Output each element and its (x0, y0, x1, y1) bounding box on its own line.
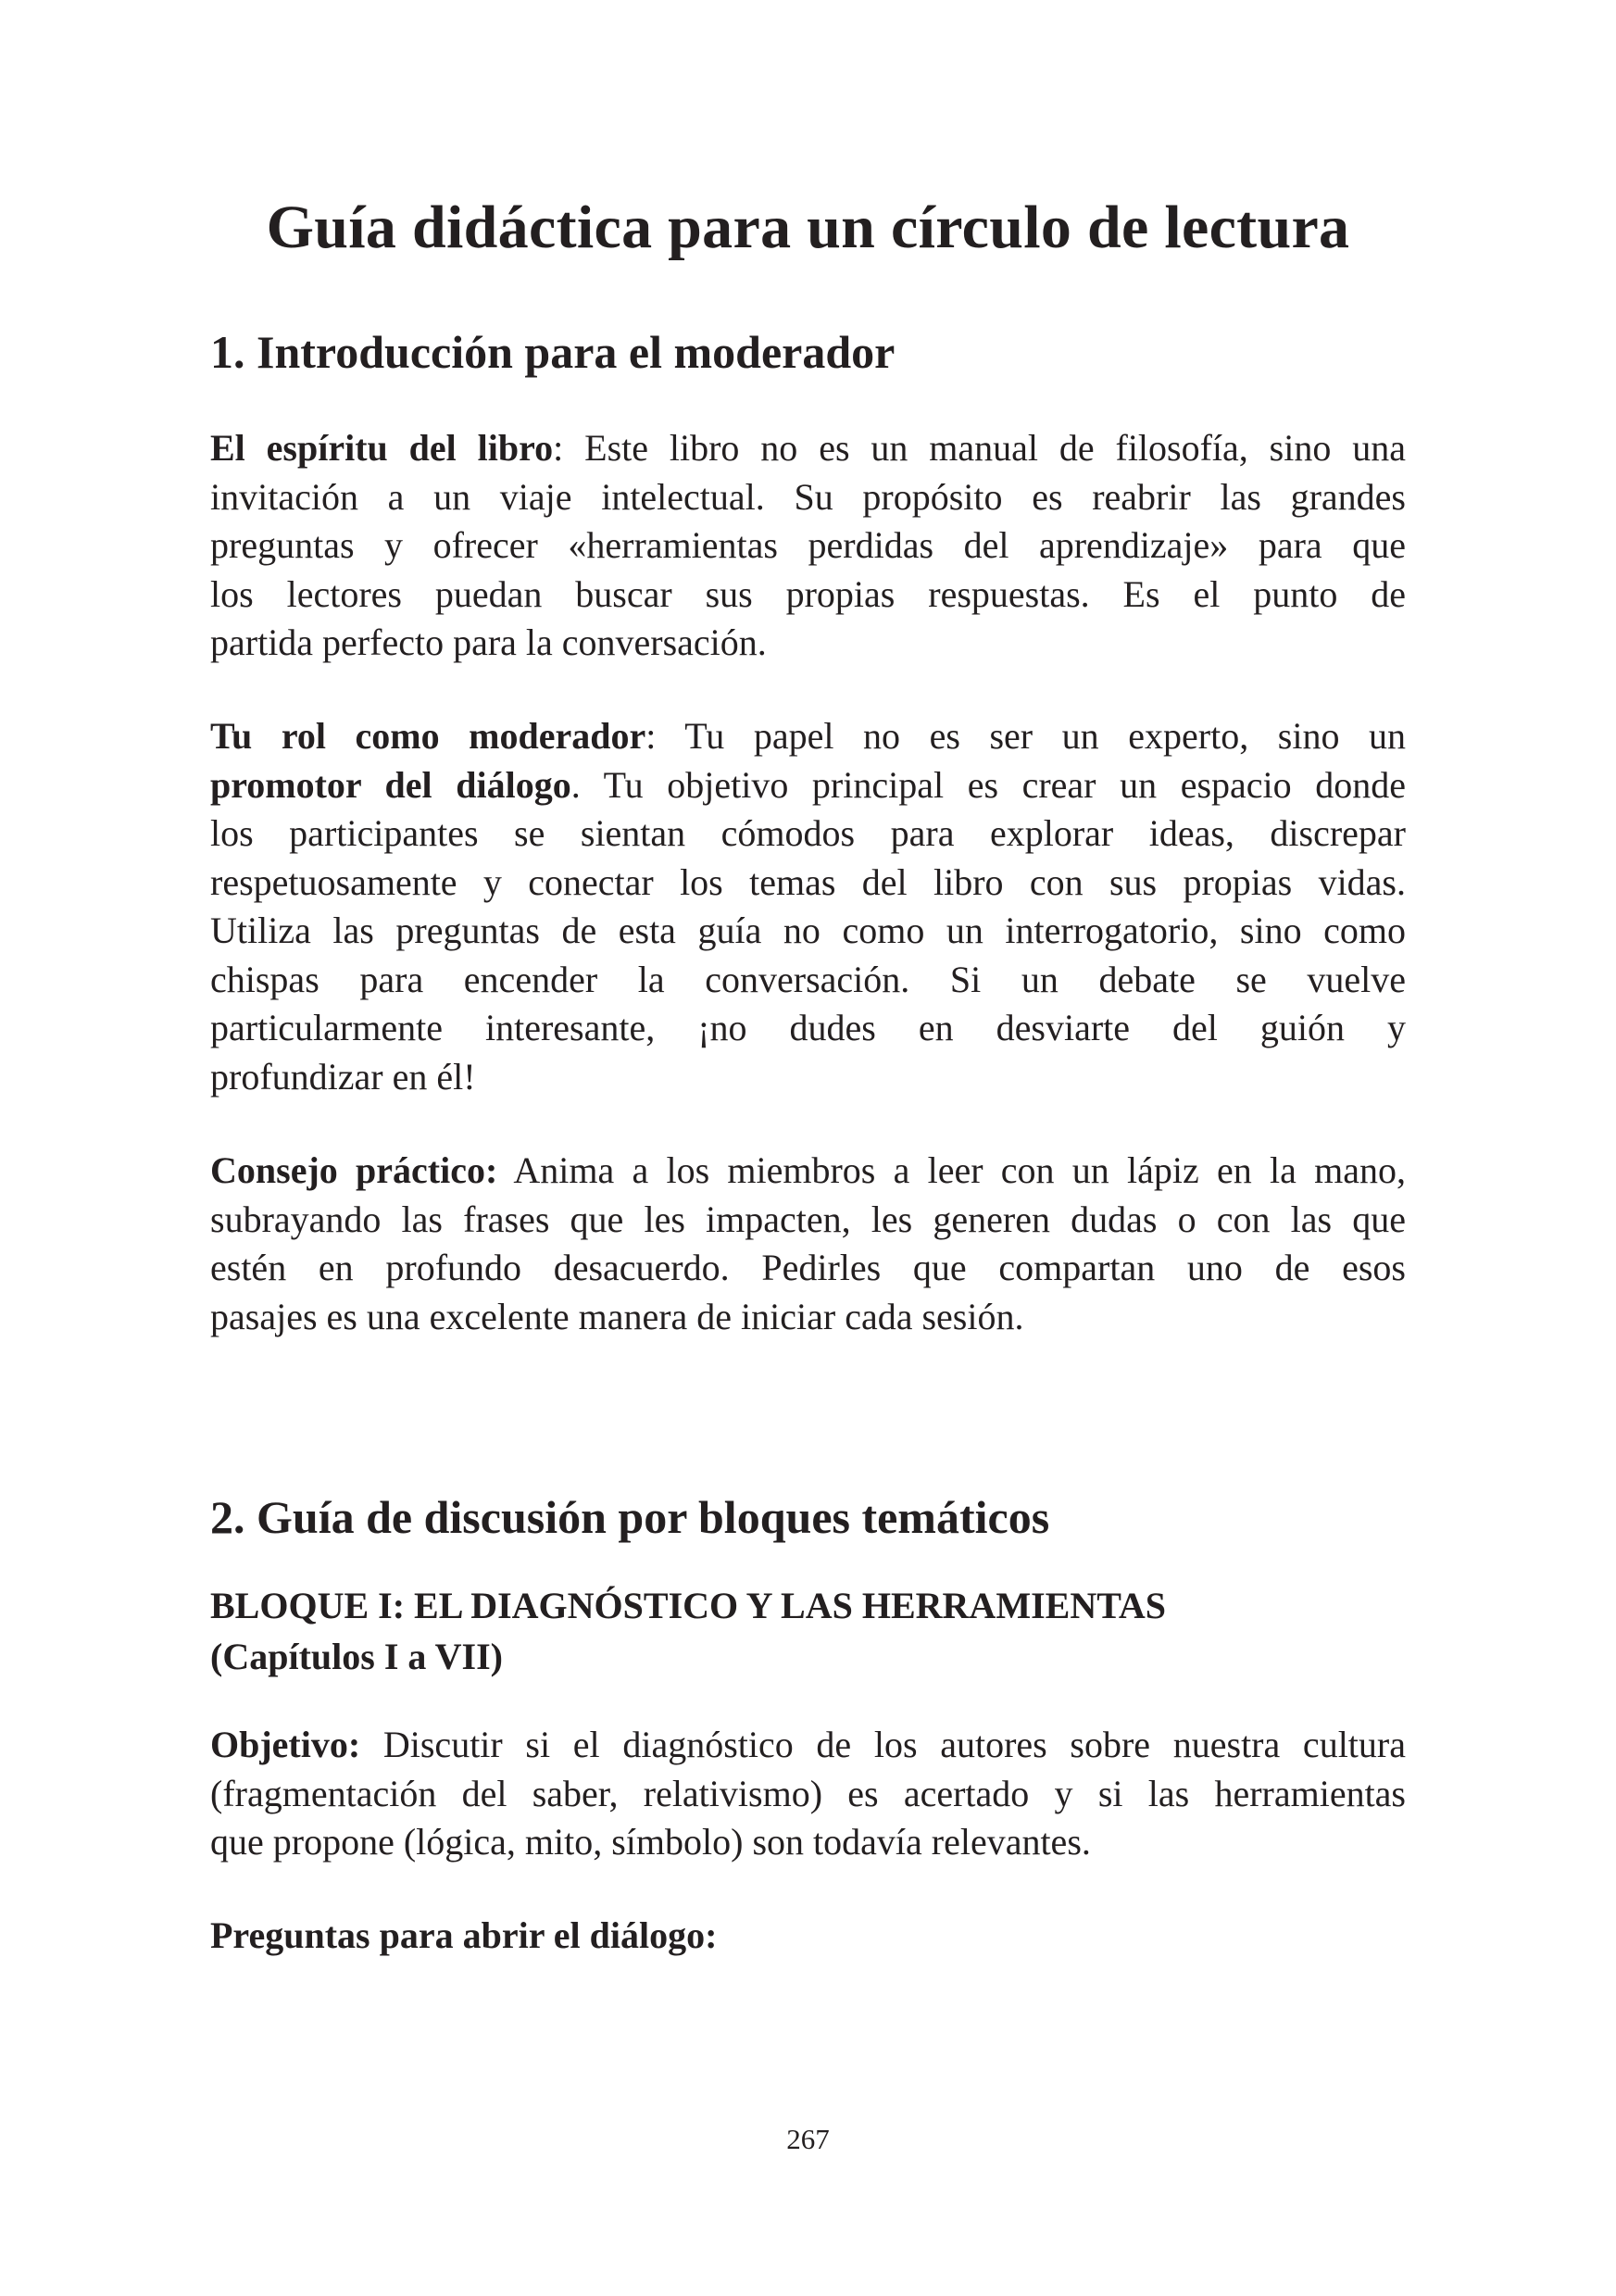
text-run: chispas para encender la conversación. Si un debate se vuelve (210, 958, 1406, 1000)
paragraph-objetivo (210, 1721, 1406, 1867)
text-line (210, 571, 1406, 620)
text-line (210, 809, 1406, 859)
section-1-heading: 1. Introducción para el moderador (210, 326, 896, 378)
text-line (210, 1721, 1406, 1770)
text-run: preguntas y ofrecer «herramientas perdidas del aprendizaje» para que (210, 524, 1406, 566)
text-run: los participantes se sientan cómodos para explorar ideas, discrepar (210, 812, 1406, 854)
section-2-heading: 2. Guía de discusión por bloques temáticos (210, 1491, 1050, 1543)
text-run: respetuosamente y conectar los temas del libro con sus propias vidas. (210, 860, 1406, 903)
block-1-chapters: (Capítulos I a VII) (210, 1636, 503, 1677)
text-line (210, 521, 1406, 571)
paragraph-espiritu-del-libro (210, 424, 1406, 668)
text-line (210, 1147, 1406, 1196)
text-line (210, 1244, 1406, 1293)
text-run: profundizar en él! (210, 1055, 476, 1098)
text-line (210, 761, 1406, 810)
block-1-title (210, 1580, 1406, 1682)
bold-label: Objetivo: (210, 1724, 361, 1765)
text-line (210, 712, 1406, 761)
text-line (210, 1912, 1406, 1961)
text-run: estén en profundo desacuerdo. Pedirles que compartan uno de esos (210, 1247, 1406, 1288)
text-run: invitación a un viaje intelectual. Su propósito es reabrir las grandes (210, 475, 1406, 518)
text-run: subrayando las frases que les impacten, les generen dudas o con las que (210, 1198, 1406, 1240)
bold-label: Tu rol como moderador (210, 715, 646, 757)
text-run: Anima a los miembros a leer con un lápiz en la mano, (497, 1149, 1406, 1191)
text-line (210, 956, 1406, 1005)
paragraph-rol-moderador (210, 712, 1406, 1101)
text-line (210, 1818, 1406, 1867)
text-run: los lectores puedan buscar sus propias respuestas. Es el punto de (210, 572, 1406, 615)
text-line (210, 1004, 1406, 1053)
text-run: Utiliza las preguntas de esta guía no como un interrogatorio, sino como (210, 910, 1406, 951)
bold-label: Preguntas para abrir el diálogo: (210, 1914, 718, 1956)
text-run: particularmente interesante, ¡no dudes en desviarte del guión y (210, 1007, 1406, 1048)
text-run: . Tu objetivo principal es crear un espacio donde (570, 763, 1406, 806)
block-1-title-line: BLOQUE I: EL DIAGNÓSTICO Y LAS HERRAMIENTAS (210, 1585, 1167, 1626)
page-number: 267 (786, 2123, 830, 2155)
text-line (210, 1770, 1406, 1819)
bold-label: promotor del diálogo (210, 763, 571, 806)
text-run: (fragmentación del saber, relativismo) es acertado y si las herramientas (210, 1772, 1406, 1814)
text-line (210, 907, 1406, 956)
text-run: : Tu papel no es ser un experto, sino un (645, 715, 1407, 757)
text-line (210, 1293, 1406, 1342)
page-title: Guía didáctica para un círculo de lectura (266, 194, 1350, 261)
text-line (210, 1053, 1406, 1102)
text-run: que propone (lógica, mito, símbolo) son todavía relevantes. (210, 1821, 1091, 1863)
bold-label: El espíritu del libro (210, 427, 554, 469)
text-line (210, 619, 1406, 668)
paragraph-consejo-practico (210, 1147, 1406, 1341)
bold-label: Consejo práctico: (210, 1149, 498, 1191)
paragraph-preguntas-label (210, 1912, 1406, 1961)
text-run: Discutir si el diagnóstico de los autores sobre nuestra cultura (360, 1724, 1406, 1765)
text-line (210, 473, 1406, 522)
text-run: pasajes es una excelente manera de iniciar cada sesión. (210, 1295, 1024, 1337)
text-line (210, 424, 1406, 473)
text-run: partida perfecto para la conversación. (210, 621, 767, 663)
text-line (210, 1196, 1406, 1245)
text-run: : Este libro no es un manual de filosofía, sino una (553, 427, 1406, 469)
text-line (210, 859, 1406, 908)
